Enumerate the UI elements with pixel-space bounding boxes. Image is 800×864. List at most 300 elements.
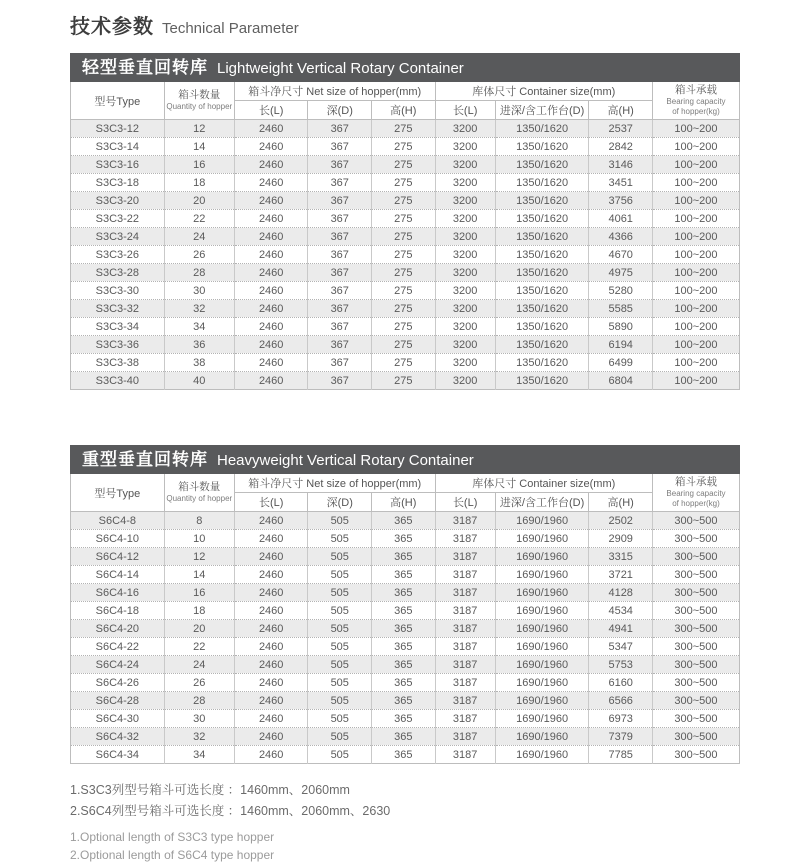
table-cell: 5890 bbox=[589, 318, 653, 336]
table-cell: 2460 bbox=[234, 318, 308, 336]
table-cell: 2460 bbox=[234, 638, 308, 656]
col-header-quantity-en: Quantity of hopper bbox=[166, 494, 233, 504]
table-cell: 275 bbox=[372, 156, 436, 174]
group-header-hopper-size: 箱斗净尺寸 Net size of hopper(mm) bbox=[234, 474, 435, 493]
lightweight-table bbox=[70, 82, 740, 390]
table-cell: 275 bbox=[372, 372, 436, 390]
group-header-container-size: 库体尺寸 Container size(mm) bbox=[435, 82, 652, 101]
table-cell: 100~200 bbox=[652, 300, 739, 318]
table-cell: S6C4-10 bbox=[71, 530, 165, 548]
sub-header-hopper-length: 长(L) bbox=[234, 493, 308, 512]
table-cell: 275 bbox=[372, 210, 436, 228]
table-cell: 1690/1960 bbox=[495, 620, 589, 638]
table-row bbox=[71, 566, 740, 584]
col-header-bearing-zh: 箱斗承载 bbox=[674, 84, 717, 97]
col-header-bearing-zh: 箱斗承载 bbox=[674, 476, 717, 489]
table-row bbox=[71, 192, 740, 210]
table-cell: 30 bbox=[164, 282, 234, 300]
table-cell: 1690/1960 bbox=[495, 548, 589, 566]
heavyweight-table-header bbox=[71, 474, 740, 512]
table-cell: 365 bbox=[372, 746, 436, 764]
table-cell: 1350/1620 bbox=[495, 228, 589, 246]
table-cell: S6C4-34 bbox=[71, 746, 165, 764]
table-cell: 367 bbox=[308, 138, 372, 156]
table-cell: 7785 bbox=[589, 746, 653, 764]
table-cell: 3315 bbox=[589, 548, 653, 566]
table-cell: 367 bbox=[308, 120, 372, 138]
table-cell: 275 bbox=[372, 246, 436, 264]
table-cell: S3C3-22 bbox=[71, 210, 165, 228]
table-cell: 275 bbox=[372, 354, 436, 372]
table-cell: 8 bbox=[164, 512, 234, 530]
table-cell: S3C3-38 bbox=[71, 354, 165, 372]
table-cell: 100~200 bbox=[652, 156, 739, 174]
table-cell: 3187 bbox=[435, 692, 495, 710]
lightweight-table-body bbox=[71, 120, 740, 390]
table-cell: S6C4-12 bbox=[71, 548, 165, 566]
table-cell: 1690/1960 bbox=[495, 566, 589, 584]
table-cell: S3C3-26 bbox=[71, 246, 165, 264]
sub-header-container-length: 长(L) bbox=[435, 493, 495, 512]
table-cell: S3C3-18 bbox=[71, 174, 165, 192]
table-cell: 275 bbox=[372, 336, 436, 354]
table-cell: 26 bbox=[164, 674, 234, 692]
table-cell: 367 bbox=[308, 264, 372, 282]
table-cell: 2460 bbox=[234, 300, 308, 318]
table-cell: 2460 bbox=[234, 620, 308, 638]
table-cell: 300~500 bbox=[652, 620, 739, 638]
table-cell: 300~500 bbox=[652, 728, 739, 746]
table-cell: 2460 bbox=[234, 174, 308, 192]
table-cell: 100~200 bbox=[652, 246, 739, 264]
heavyweight-banner bbox=[70, 445, 740, 474]
table-cell: 6160 bbox=[589, 674, 653, 692]
table-cell: 34 bbox=[164, 318, 234, 336]
table-cell: 505 bbox=[308, 746, 372, 764]
table-cell: 275 bbox=[372, 282, 436, 300]
table-cell: 365 bbox=[372, 728, 436, 746]
table-cell: 3451 bbox=[589, 174, 653, 192]
table-cell: 3756 bbox=[589, 192, 653, 210]
sub-header-container-length: 长(L) bbox=[435, 101, 495, 120]
table-cell: 4975 bbox=[589, 264, 653, 282]
sub-header-hopper-depth: 深(D) bbox=[308, 493, 372, 512]
table-cell: 1350/1620 bbox=[495, 264, 589, 282]
table-cell: 28 bbox=[164, 692, 234, 710]
sub-header-container-height: 高(H) bbox=[589, 493, 653, 512]
table-row bbox=[71, 710, 740, 728]
table-cell: 22 bbox=[164, 638, 234, 656]
table-cell: 2460 bbox=[234, 156, 308, 174]
table-cell: 2460 bbox=[234, 530, 308, 548]
table-cell: 7379 bbox=[589, 728, 653, 746]
table-cell: 20 bbox=[164, 620, 234, 638]
sub-header-container-height: 高(H) bbox=[589, 101, 653, 120]
table-cell: 6499 bbox=[589, 354, 653, 372]
table-cell: 4061 bbox=[589, 210, 653, 228]
table-cell: 300~500 bbox=[652, 530, 739, 548]
table-cell: 5753 bbox=[589, 656, 653, 674]
table-cell: 1690/1960 bbox=[495, 656, 589, 674]
note-en-2: 2.Optional length of S6C4 type hopper bbox=[70, 848, 275, 862]
table-cell: 3200 bbox=[435, 228, 495, 246]
table-cell: S3C3-30 bbox=[71, 282, 165, 300]
table-cell: 20 bbox=[164, 192, 234, 210]
table-cell: 2460 bbox=[234, 728, 308, 746]
table-cell: 2460 bbox=[234, 192, 308, 210]
table-cell: 275 bbox=[372, 318, 436, 336]
table-cell: 505 bbox=[308, 530, 372, 548]
lightweight-banner-zh: 轻型垂直回转库 bbox=[82, 58, 208, 77]
table-cell: 6194 bbox=[589, 336, 653, 354]
table-row bbox=[71, 638, 740, 656]
table-row bbox=[71, 584, 740, 602]
table-cell: 365 bbox=[372, 620, 436, 638]
table-cell: 2460 bbox=[234, 210, 308, 228]
table-cell: 365 bbox=[372, 512, 436, 530]
table-cell: 300~500 bbox=[652, 548, 739, 566]
table-cell: 2460 bbox=[234, 656, 308, 674]
table-cell: 1350/1620 bbox=[495, 120, 589, 138]
table-row bbox=[71, 246, 740, 264]
table-cell: 505 bbox=[308, 602, 372, 620]
table-cell: 3187 bbox=[435, 656, 495, 674]
table-cell: 3200 bbox=[435, 156, 495, 174]
table-cell: 14 bbox=[164, 138, 234, 156]
sub-header-hopper-height: 高(H) bbox=[372, 101, 436, 120]
table-cell: 3200 bbox=[435, 174, 495, 192]
table-cell: 100~200 bbox=[652, 336, 739, 354]
table-cell: 505 bbox=[308, 620, 372, 638]
table-cell: 100~200 bbox=[652, 372, 739, 390]
table-cell: 1350/1620 bbox=[495, 192, 589, 210]
table-row bbox=[71, 120, 740, 138]
table-cell: 505 bbox=[308, 548, 372, 566]
table-cell: 275 bbox=[372, 228, 436, 246]
table-cell: 1350/1620 bbox=[495, 246, 589, 264]
group-header-hopper-size: 箱斗净尺寸 Net size of hopper(mm) bbox=[234, 82, 435, 101]
col-header-quantity bbox=[164, 474, 234, 512]
table-cell: 16 bbox=[164, 156, 234, 174]
table-cell: 300~500 bbox=[652, 566, 739, 584]
table-cell: 1350/1620 bbox=[495, 318, 589, 336]
table-cell: 24 bbox=[164, 656, 234, 674]
table-cell: S6C4-18 bbox=[71, 602, 165, 620]
table-cell: 2460 bbox=[234, 228, 308, 246]
table-cell: 1690/1960 bbox=[495, 674, 589, 692]
table-row bbox=[71, 728, 740, 746]
table-cell: 5347 bbox=[589, 638, 653, 656]
table-cell: 367 bbox=[308, 372, 372, 390]
heavyweight-banner-zh: 重型垂直回转库 bbox=[82, 450, 208, 469]
table-cell: 28 bbox=[164, 264, 234, 282]
table-cell: 1690/1960 bbox=[495, 584, 589, 602]
table-cell: 3200 bbox=[435, 138, 495, 156]
table-cell: 100~200 bbox=[652, 120, 739, 138]
table-cell: 1690/1960 bbox=[495, 728, 589, 746]
table-cell: 40 bbox=[164, 372, 234, 390]
table-cell: 367 bbox=[308, 192, 372, 210]
table-cell: 4534 bbox=[589, 602, 653, 620]
table-cell: 505 bbox=[308, 584, 372, 602]
table-row bbox=[71, 264, 740, 282]
table-cell: 2460 bbox=[234, 264, 308, 282]
sub-header-container-depth: 进深/含工作台(D) bbox=[495, 101, 589, 120]
table-cell: 505 bbox=[308, 512, 372, 530]
table-cell: 300~500 bbox=[652, 602, 739, 620]
table-cell: 1350/1620 bbox=[495, 282, 589, 300]
table-cell: 1690/1960 bbox=[495, 512, 589, 530]
table-cell: 365 bbox=[372, 530, 436, 548]
col-header-quantity-en: Quantity of hopper bbox=[166, 102, 233, 112]
table-cell: 5585 bbox=[589, 300, 653, 318]
table-cell: 2909 bbox=[589, 530, 653, 548]
table-cell: 3200 bbox=[435, 300, 495, 318]
table-cell: S6C4-16 bbox=[71, 584, 165, 602]
page-title-en: Technical Parameter bbox=[162, 20, 299, 37]
table-cell: 365 bbox=[372, 710, 436, 728]
table-cell: S6C4-20 bbox=[71, 620, 165, 638]
table-cell: 300~500 bbox=[652, 512, 739, 530]
table-cell: 275 bbox=[372, 300, 436, 318]
table-row bbox=[71, 548, 740, 566]
col-header-type: 型号Type bbox=[71, 474, 165, 512]
lightweight-banner-en: Lightweight Vertical Rotary Container bbox=[217, 60, 464, 77]
table-row bbox=[71, 692, 740, 710]
sub-header-hopper-height: 高(H) bbox=[372, 493, 436, 512]
footer-notes bbox=[70, 780, 740, 864]
table-cell: 4366 bbox=[589, 228, 653, 246]
table-cell: 10 bbox=[164, 530, 234, 548]
table-cell: 2460 bbox=[234, 372, 308, 390]
table-cell: 100~200 bbox=[652, 318, 739, 336]
table-cell: 100~200 bbox=[652, 282, 739, 300]
table-cell: 1350/1620 bbox=[495, 156, 589, 174]
page-title-zh: 技术参数 bbox=[70, 16, 154, 38]
table-cell: 275 bbox=[372, 120, 436, 138]
table-cell: 6566 bbox=[589, 692, 653, 710]
table-cell: 2460 bbox=[234, 746, 308, 764]
lightweight-banner bbox=[70, 53, 740, 82]
table-cell: 1350/1620 bbox=[495, 174, 589, 192]
table-cell: 2460 bbox=[234, 584, 308, 602]
table-cell: 26 bbox=[164, 246, 234, 264]
table-cell: 3187 bbox=[435, 728, 495, 746]
group-header-container-size: 库体尺寸 Container size(mm) bbox=[435, 474, 652, 493]
col-header-bearing-en1: Bearing capacity bbox=[666, 97, 726, 107]
table-cell: 505 bbox=[308, 710, 372, 728]
col-header-bearing-en2: of hopper(kg) bbox=[672, 499, 720, 509]
table-row bbox=[71, 282, 740, 300]
table-row bbox=[71, 372, 740, 390]
table-cell: 14 bbox=[164, 566, 234, 584]
table-cell: 1690/1960 bbox=[495, 638, 589, 656]
table-cell: 1690/1960 bbox=[495, 692, 589, 710]
col-header-bearing bbox=[652, 474, 739, 512]
table-row bbox=[71, 318, 740, 336]
table-cell: 2460 bbox=[234, 336, 308, 354]
table-cell: 2460 bbox=[234, 246, 308, 264]
footer-notes-en bbox=[70, 828, 740, 864]
table-cell: 3200 bbox=[435, 282, 495, 300]
table-cell: 365 bbox=[372, 566, 436, 584]
table-cell: S6C4-24 bbox=[71, 656, 165, 674]
table-cell: 30 bbox=[164, 710, 234, 728]
table-cell: 3187 bbox=[435, 548, 495, 566]
heavyweight-section bbox=[70, 445, 740, 764]
lightweight-section bbox=[70, 53, 740, 390]
table-cell: 2460 bbox=[234, 674, 308, 692]
table-cell: 3187 bbox=[435, 638, 495, 656]
table-cell: 3187 bbox=[435, 674, 495, 692]
heavyweight-table-body bbox=[71, 512, 740, 764]
col-header-bearing bbox=[652, 82, 739, 120]
table-cell: 3200 bbox=[435, 246, 495, 264]
table-cell: 32 bbox=[164, 300, 234, 318]
table-cell: 367 bbox=[308, 336, 372, 354]
note-zh-2: 2.S6C4列型号箱斗可选长度 ：1460mm、2060mm、2630 bbox=[70, 804, 391, 818]
table-cell: 1350/1620 bbox=[495, 300, 589, 318]
col-header-quantity bbox=[164, 82, 234, 120]
table-cell: 18 bbox=[164, 174, 234, 192]
table-cell: 300~500 bbox=[652, 584, 739, 602]
table-cell: 3187 bbox=[435, 746, 495, 764]
table-cell: 275 bbox=[372, 264, 436, 282]
col-header-bearing-en1: Bearing capacity bbox=[666, 489, 726, 499]
table-cell: 3200 bbox=[435, 120, 495, 138]
table-cell: 365 bbox=[372, 692, 436, 710]
table-cell: 4128 bbox=[589, 584, 653, 602]
note-zh-1: 1.S3C3列型号箱斗可选长度 ：1460mm、2060mm bbox=[70, 783, 350, 797]
table-cell: 1350/1620 bbox=[495, 138, 589, 156]
table-cell: 100~200 bbox=[652, 174, 739, 192]
table-cell: 3187 bbox=[435, 566, 495, 584]
table-cell: S3C3-12 bbox=[71, 120, 165, 138]
table-cell: 12 bbox=[164, 548, 234, 566]
table-cell: S6C4-32 bbox=[71, 728, 165, 746]
table-cell: 505 bbox=[308, 692, 372, 710]
table-row bbox=[71, 674, 740, 692]
table-cell: 275 bbox=[372, 174, 436, 192]
table-cell: 367 bbox=[308, 282, 372, 300]
table-cell: S6C4-14 bbox=[71, 566, 165, 584]
table-cell: S3C3-32 bbox=[71, 300, 165, 318]
table-row bbox=[71, 300, 740, 318]
table-cell: 16 bbox=[164, 584, 234, 602]
table-cell: S6C4-8 bbox=[71, 512, 165, 530]
table-cell: S6C4-28 bbox=[71, 692, 165, 710]
table-cell: S6C4-26 bbox=[71, 674, 165, 692]
table-cell: 3200 bbox=[435, 336, 495, 354]
table-cell: 3187 bbox=[435, 584, 495, 602]
table-cell: 1350/1620 bbox=[495, 336, 589, 354]
table-cell: 3200 bbox=[435, 192, 495, 210]
lightweight-table-header bbox=[71, 82, 740, 120]
table-cell: 365 bbox=[372, 656, 436, 674]
table-cell: 2460 bbox=[234, 138, 308, 156]
table-cell: 505 bbox=[308, 566, 372, 584]
table-cell: 100~200 bbox=[652, 264, 739, 282]
table-cell: S3C3-14 bbox=[71, 138, 165, 156]
col-header-quantity-zh: 箱斗数量 bbox=[178, 89, 221, 102]
table-cell: 4670 bbox=[589, 246, 653, 264]
table-cell: 34 bbox=[164, 746, 234, 764]
table-cell: 24 bbox=[164, 228, 234, 246]
table-cell: 100~200 bbox=[652, 138, 739, 156]
table-cell: 3200 bbox=[435, 318, 495, 336]
table-cell: 3187 bbox=[435, 512, 495, 530]
table-cell: 300~500 bbox=[652, 656, 739, 674]
table-cell: 275 bbox=[372, 138, 436, 156]
table-cell: S3C3-40 bbox=[71, 372, 165, 390]
table-cell: 3187 bbox=[435, 602, 495, 620]
table-row bbox=[71, 174, 740, 192]
table-cell: 3200 bbox=[435, 264, 495, 282]
table-cell: 3187 bbox=[435, 620, 495, 638]
table-cell: 2460 bbox=[234, 710, 308, 728]
table-cell: 275 bbox=[372, 192, 436, 210]
table-cell: 365 bbox=[372, 548, 436, 566]
note-en-1: 1.Optional length of S3C3 type hopper bbox=[70, 830, 275, 844]
table-row bbox=[71, 156, 740, 174]
table-cell: 32 bbox=[164, 728, 234, 746]
table-cell: 6973 bbox=[589, 710, 653, 728]
table-cell: 367 bbox=[308, 228, 372, 246]
table-cell: S3C3-20 bbox=[71, 192, 165, 210]
table-cell: 2460 bbox=[234, 692, 308, 710]
table-cell: 1350/1620 bbox=[495, 354, 589, 372]
table-cell: 2502 bbox=[589, 512, 653, 530]
table-cell: 100~200 bbox=[652, 192, 739, 210]
table-cell: S3C3-36 bbox=[71, 336, 165, 354]
table-cell: S6C4-22 bbox=[71, 638, 165, 656]
table-cell: 367 bbox=[308, 156, 372, 174]
table-cell: 1690/1960 bbox=[495, 710, 589, 728]
table-cell: 6804 bbox=[589, 372, 653, 390]
table-row bbox=[71, 602, 740, 620]
table-cell: 100~200 bbox=[652, 228, 739, 246]
table-cell: 2460 bbox=[234, 282, 308, 300]
heavyweight-table bbox=[70, 474, 740, 764]
table-cell: 300~500 bbox=[652, 638, 739, 656]
sub-header-hopper-depth: 深(D) bbox=[308, 101, 372, 120]
table-cell: 365 bbox=[372, 674, 436, 692]
table-cell: 3721 bbox=[589, 566, 653, 584]
table-cell: 3187 bbox=[435, 710, 495, 728]
table-cell: 12 bbox=[164, 120, 234, 138]
table-cell: 2460 bbox=[234, 512, 308, 530]
table-cell: S3C3-16 bbox=[71, 156, 165, 174]
table-cell: S6C4-30 bbox=[71, 710, 165, 728]
table-cell: 1350/1620 bbox=[495, 372, 589, 390]
table-cell: 505 bbox=[308, 674, 372, 692]
table-cell: 2460 bbox=[234, 120, 308, 138]
table-cell: 3146 bbox=[589, 156, 653, 174]
table-cell: 2842 bbox=[589, 138, 653, 156]
sub-header-container-depth: 进深/含工作台(D) bbox=[495, 493, 589, 512]
table-row bbox=[71, 746, 740, 764]
col-header-type: 型号Type bbox=[71, 82, 165, 120]
table-cell: 367 bbox=[308, 318, 372, 336]
table-cell: 300~500 bbox=[652, 746, 739, 764]
table-cell: 2460 bbox=[234, 602, 308, 620]
table-cell: 1690/1960 bbox=[495, 530, 589, 548]
table-cell: 365 bbox=[372, 602, 436, 620]
table-cell: 3200 bbox=[435, 372, 495, 390]
table-cell: 300~500 bbox=[652, 692, 739, 710]
table-cell: 2537 bbox=[589, 120, 653, 138]
table-cell: 367 bbox=[308, 354, 372, 372]
